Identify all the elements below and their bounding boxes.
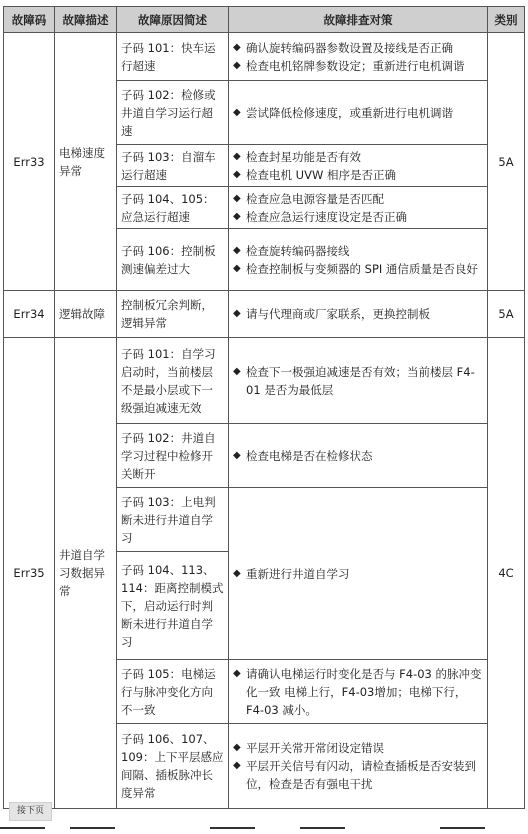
bullet-icon: ◆ — [233, 567, 241, 579]
fault-fix — [229, 145, 488, 187]
bullet-icon: ◆ — [233, 150, 241, 162]
fix-text: 请与代理商或厂家联系，更换控制板 — [246, 307, 430, 321]
fault-desc: 井道自学习数据异常 — [55, 338, 117, 809]
fix-text: 确认旋转编码器参数设置及接线是否正确 — [246, 40, 453, 55]
fault-fix — [229, 81, 488, 145]
fault-code: Err35 — [4, 338, 55, 809]
fault-fix — [229, 424, 488, 488]
bullet-icon: ◆ — [233, 244, 241, 256]
bullet-icon: ◆ — [233, 106, 241, 118]
bullet-icon: ◆ — [233, 210, 241, 222]
fault-desc: 逻辑故障 — [55, 291, 117, 338]
fault-fix — [229, 187, 488, 229]
fault-cause: 子码 102：检修或井道自学习运行超速 — [117, 81, 229, 145]
fix-text: 检查应急电源容量是否匹配 — [246, 191, 384, 206]
footer-rule — [440, 827, 485, 829]
fix-text: 检查电机 UVW 相序是否正确 — [246, 167, 396, 182]
bullet-icon: ◆ — [233, 365, 241, 377]
bullet-icon: ◆ — [233, 192, 241, 204]
bullet-icon: ◆ — [233, 449, 241, 461]
fault-cause: 子码 103：自溜车运行超速 — [117, 145, 229, 187]
fault-cause: 子码 103：上电判断未进行井道自学习 — [117, 488, 229, 552]
header-desc: 故障描述 — [55, 7, 117, 33]
fault-fix — [229, 724, 488, 809]
fault-fix — [229, 229, 488, 291]
header-cls: 类别 — [488, 7, 525, 33]
fix-text: 平层开关信号有闪动，请检查插板是否安装到位，检查是否有强电干扰 — [246, 759, 476, 791]
fault-fix — [229, 488, 488, 660]
next-page-label: 接下页 — [9, 802, 52, 821]
footer-rule — [300, 827, 345, 829]
fix-text: 检查控制板与变频器的 SPI 通信质量是否良好 — [246, 261, 478, 276]
fault-table — [3, 6, 525, 809]
header-row — [4, 7, 525, 33]
fix-text: 检查封星功能是否有效 — [246, 149, 361, 164]
fault-code: Err33 — [4, 33, 55, 291]
header-fix: 故障排查对策 — [229, 7, 488, 33]
fault-fix — [229, 291, 488, 338]
bullet-icon: ◆ — [233, 742, 241, 753]
fault-cause: 子码 106：控制板测速偏差过大 — [117, 229, 229, 291]
fault-cause: 子码 104、105：应急运行超速 — [117, 187, 229, 229]
fault-fix — [229, 33, 488, 81]
fault-code: Err34 — [4, 291, 55, 338]
fault-desc: 电梯速度异常 — [55, 33, 117, 291]
header-cause: 故障原因简述 — [117, 7, 229, 33]
bullet-icon: ◆ — [233, 262, 241, 274]
footer-rule — [0, 827, 45, 829]
bullet-icon: ◆ — [233, 308, 241, 319]
fault-fix — [229, 660, 488, 724]
fault-cause: 子码 101：快车运行超速 — [117, 33, 229, 81]
table-row — [4, 338, 525, 424]
fault-class: 5A — [488, 33, 525, 291]
table-row — [4, 33, 525, 81]
fix-text: 检查下一极强迫减速是否有效；当前楼层 F4-01 是否为最低层 — [246, 364, 475, 397]
bullet-icon: ◆ — [233, 760, 241, 771]
fault-cause: 子码 101：自学习启动时，当前楼层不是最小层或下一级强迫减速无效 — [117, 338, 229, 424]
fix-text: 尝试降低检修速度，或重新进行电机调谐 — [246, 105, 453, 120]
bullet-icon: ◆ — [233, 667, 241, 679]
bullet-icon: ◆ — [233, 59, 241, 71]
bullet-icon: ◆ — [233, 168, 241, 180]
fix-text: 检查电梯是否在检修状态 — [246, 448, 373, 463]
fix-text: 检查电机铭牌参数设定；重新进行电机调谐 — [246, 58, 465, 73]
fix-text: 检查应急运行速度设定是否正确 — [246, 209, 407, 224]
footer-rule — [70, 827, 115, 829]
fault-cause: 子码 102：井道自学习过程中检修开关断开 — [117, 424, 229, 488]
fix-text: 重新进行井道自学习 — [246, 566, 350, 581]
bullet-icon: ◆ — [233, 41, 241, 53]
table-row — [4, 291, 525, 338]
fault-cause: 子码 105：电梯运行与脉冲变化方向不一致 — [117, 660, 229, 724]
fault-fix — [229, 338, 488, 424]
header-code: 故障码 — [4, 7, 55, 33]
fault-class: 5A — [488, 291, 525, 338]
fix-text: 请确认电梯运行时变化是否与 F4-03 的脉冲变化一致 电梯上行，F4-03增加；电梯下行，F4-03 减小。 — [246, 666, 482, 717]
fault-cause: 子码 104、113、114：距离控制模式下，启动运行时判断未进行井道自学习 — [117, 552, 229, 660]
fix-text: 检查旋转编码器接线 — [246, 243, 350, 258]
fault-cause: 控制板冗余判断，逻辑异常 — [117, 291, 229, 338]
fault-cause: 子码 106、107、109：上下平层感应间隔、插板脉冲长度异常 — [117, 724, 229, 809]
fix-text: 平层开关常开常闭设定错误 — [246, 741, 384, 755]
footer-rule — [210, 827, 255, 829]
fault-class: 4C — [488, 338, 525, 809]
